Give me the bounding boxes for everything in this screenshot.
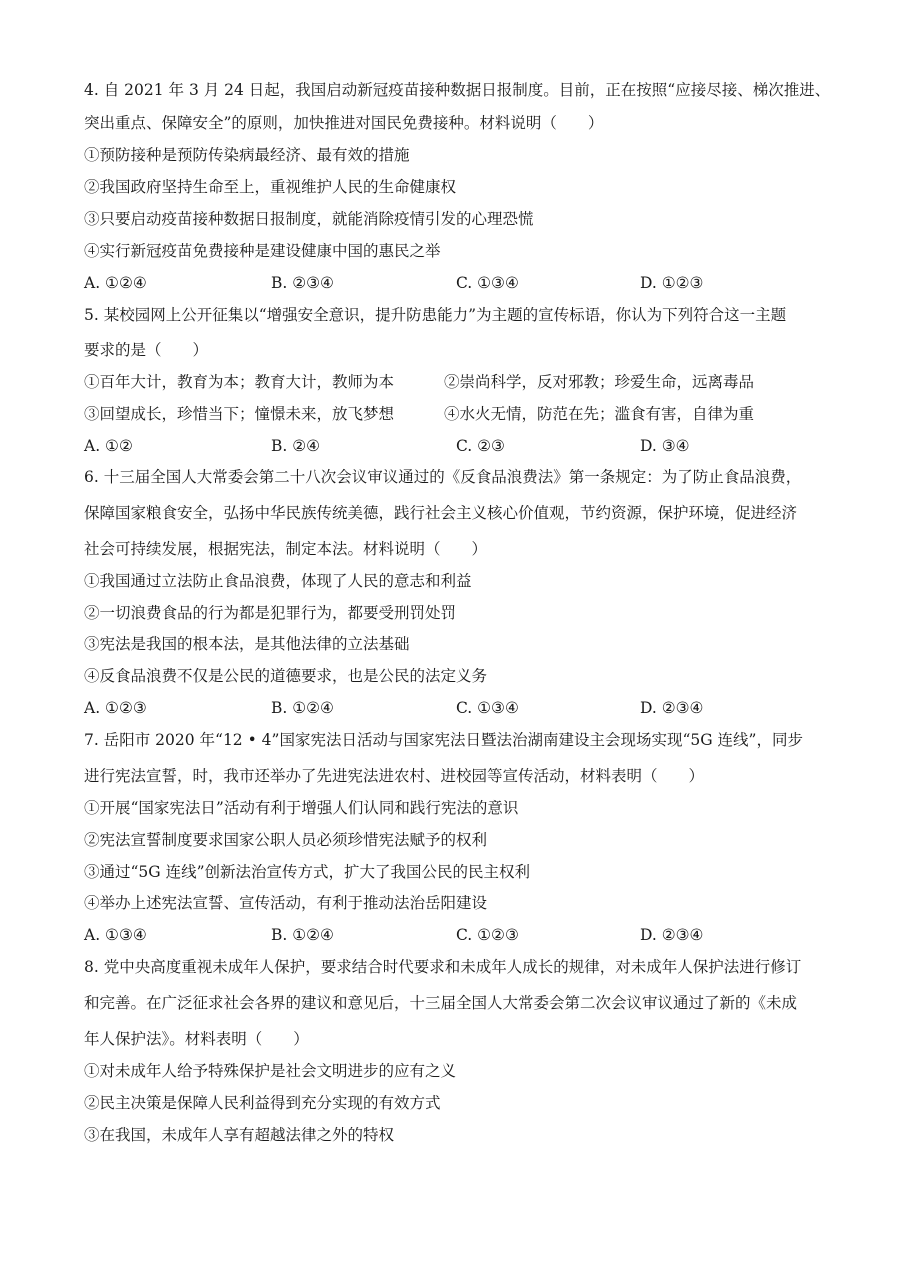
q8-statement-1: ①对未成年人给予特殊保护是社会文明进步的应有之义 xyxy=(84,1062,457,1080)
q6-statement-1: ①我国通过立法防止食品浪费，体现了人民的意志和利益 xyxy=(84,572,472,590)
q5-statement-3: ③回望成长，珍惜当下；憧憬未来，放飞梦想 xyxy=(84,405,395,423)
q6-statement-2: ②一切浪费食品的行为都是犯罪行为，都要受刑罚处罚 xyxy=(84,604,457,622)
q4-statement-4: ④实行新冠疫苗免费接种是建设健康中国的惠民之举 xyxy=(84,242,441,260)
q6-stem-line-2: 保障国家粮食安全，弘扬中华民族传统美德，践行社会主义核心价值观，节约资源，保护环境，促进经济 xyxy=(84,504,798,522)
q5-stem-line-2: 要求的是（ ） xyxy=(84,341,209,359)
q5-statement-4: ④水火无情，防范在先；滥食有害，自律为重 xyxy=(444,405,755,423)
q7-option-d: D. ②③④ xyxy=(640,926,704,944)
q6-option-c: C. ①③④ xyxy=(456,699,519,717)
q4-statement-2: ②我国政府坚持生命至上，重视维护人民的生命健康权 xyxy=(84,178,457,196)
q4-statement-3: ③只要启动疫苗接种数据日报制度，就能消除疫情引发的心理恐慌 xyxy=(84,210,534,228)
q6-option-b: B. ①②④ xyxy=(271,699,334,717)
q6-option-d: D. ②③④ xyxy=(640,699,704,717)
q5-stem-line-1: 5. 某校园网上公开征集以“增强安全意识，提升防患能力”为主题的宣传标语，你认为下列符合这一主题 xyxy=(84,306,787,324)
q5-option-a: A. ①② xyxy=(84,437,133,455)
q7-option-b: B. ①②④ xyxy=(271,926,334,944)
q4-stem-line-2: 突出重点、保障安全”的原则，加快推进对国民免费接种。材料说明（ ） xyxy=(84,114,604,132)
q8-stem-line-3: 年人保护法》。材料表明（ ） xyxy=(84,1030,309,1048)
q5-option-c: C. ②③ xyxy=(456,437,505,455)
q6-statement-4: ④反食品浪费不仅是公民的道德要求，也是公民的法定义务 xyxy=(84,667,488,685)
q8-statement-3: ③在我国，未成年人享有超越法律之外的特权 xyxy=(84,1126,395,1144)
q7-statement-1: ①开展“国家宪法日”活动有利于增强人们认同和践行宪法的意识 xyxy=(84,799,519,817)
q8-stem-line-1: 8. 党中央高度重视未成年人保护，要求结合时代要求和未成年人成长的规律，对未成年人保护法进行修订 xyxy=(84,958,802,976)
q7-stem-line-1: 7. 岳阳市 2020 年“12 • 4”国家宪法日活动与国家宪法日暨法治湖南建设主会现场实现“5G 连线”，同步 xyxy=(84,731,803,749)
q7-option-a: A. ①③④ xyxy=(84,926,147,944)
q7-statement-2: ②宪法宣誓制度要求国家公职人员必须珍惜宪法赋予的权利 xyxy=(84,831,488,849)
q6-stem-line-3: 社会可持续发展，根据宪法，制定本法。材料说明（ ） xyxy=(84,540,488,558)
q6-stem-line-1: 6. 十三届全国人大常委会第二十八次会议审议通过的《反食品浪费法》第一条规定：为了防止食品浪费， xyxy=(84,468,802,486)
q7-statement-3: ③通过“5G 连线”创新法治宣传方式，扩大了我国公民的民主权利 xyxy=(84,863,531,881)
q5-option-d: D. ③④ xyxy=(640,437,690,455)
q5-option-b: B. ②④ xyxy=(271,437,321,455)
q4-option-c: C. ①③④ xyxy=(456,274,519,292)
q6-option-a: A. ①②③ xyxy=(84,699,147,717)
q4-option-b: B. ②③④ xyxy=(271,274,334,292)
q4-stem-line-1: 4. 自 2021 年 3 月 24 日起，我国启动新冠疫苗接种数据日报制度。目前，正在按照“应接尽接、梯次推进、 xyxy=(84,81,831,99)
q5-statement-2: ②崇尚科学，反对邪教；珍爱生命，远离毒品 xyxy=(444,373,755,391)
q7-option-c: C. ①②③ xyxy=(456,926,519,944)
q4-option-d: D. ①②③ xyxy=(640,274,704,292)
q7-statement-4: ④举办上述宪法宣誓、宣传活动，有利于推动法治岳阳建设 xyxy=(84,894,488,912)
q4-statement-1: ①预防接种是预防传染病最经济、最有效的措施 xyxy=(84,146,410,164)
q8-statement-2: ②民主决策是保障人民利益得到充分实现的有效方式 xyxy=(84,1094,441,1112)
q6-statement-3: ③宪法是我国的根本法，是其他法律的立法基础 xyxy=(84,635,410,653)
q7-stem-line-2: 进行宪法宣誓，时，我市还举办了先进宪法进农村、进校园等宣传活动，材料表明（ ） xyxy=(84,767,705,785)
q4-option-a: A. ①②④ xyxy=(84,274,147,292)
q5-statement-1: ①百年大计，教育为本；教育大计，教师为本 xyxy=(84,373,395,391)
q8-stem-line-2: 和完善。在广泛征求社会各界的建议和意见后，十三届全国人大常委会第二次会议审议通过了新的《未成 xyxy=(84,994,798,1012)
